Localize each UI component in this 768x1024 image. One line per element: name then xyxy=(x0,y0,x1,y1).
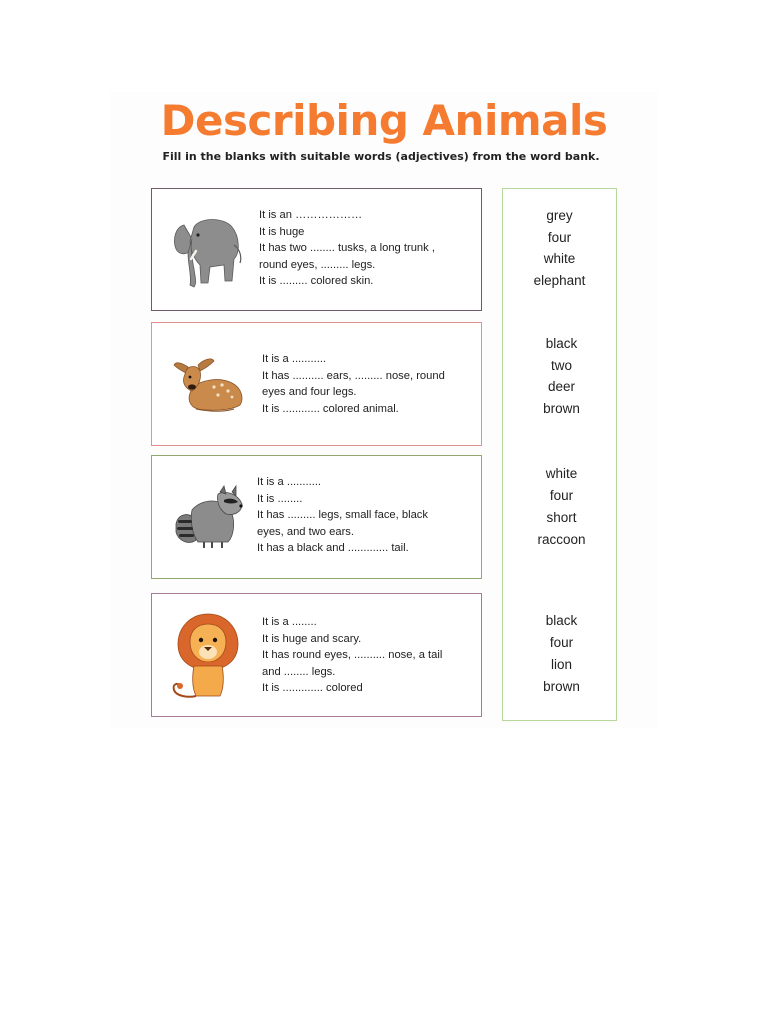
animal-card-lion xyxy=(151,593,482,717)
card-line: eyes and four legs. xyxy=(262,386,357,399)
card-text xyxy=(262,614,442,697)
card-line: It is ............ colored animal. xyxy=(262,402,399,415)
word-bank-item: raccoon xyxy=(537,532,586,547)
word-group-deer xyxy=(505,333,618,419)
card-line: It is an ……………… xyxy=(259,209,363,221)
word-group-raccoon xyxy=(505,463,618,551)
card-line: It is a ........ xyxy=(262,616,317,628)
word-group-elephant xyxy=(503,205,616,291)
lion-icon xyxy=(170,610,246,702)
word-group-lion xyxy=(505,610,618,698)
card-line: It has two ........ tusks, a long trunk , xyxy=(259,242,435,255)
word-bank-item: four xyxy=(549,488,574,503)
word-bank xyxy=(502,188,617,721)
raccoon-icon xyxy=(172,484,248,552)
word-bank-item: two xyxy=(550,357,572,373)
animal-card-deer xyxy=(151,322,482,446)
deer-icon xyxy=(170,353,248,417)
word-bank-item: black xyxy=(545,336,578,351)
word-bank-item: lion xyxy=(550,657,572,672)
card-line: It has a black and ............. tail. xyxy=(257,542,409,555)
word-bank-item: brown xyxy=(543,679,580,694)
card-line: eyes, and two ears. xyxy=(257,525,355,538)
page-title: Describing Animals xyxy=(160,96,608,145)
word-bank-item: elephant xyxy=(533,272,586,288)
card-line: It has round eyes, .......... nose, a tail xyxy=(262,649,443,662)
card-line: and ........ legs. xyxy=(262,665,336,678)
word-bank-item: black xyxy=(545,613,578,628)
word-bank-item: white xyxy=(545,466,578,481)
card-line: It has .......... ears, ......... nose, round xyxy=(262,369,445,382)
word-bank-item: brown xyxy=(543,400,580,416)
card-text xyxy=(257,474,428,557)
word-bank-item: grey xyxy=(546,208,573,223)
card-line: It is ......... colored skin. xyxy=(259,275,374,288)
card-line: It is a ........... xyxy=(262,353,327,365)
card-line: round eyes, ......... legs. xyxy=(259,258,376,271)
animal-card-raccoon xyxy=(151,455,482,579)
elephant-icon xyxy=(170,209,246,291)
word-bank-item: short xyxy=(546,510,577,525)
card-text xyxy=(259,207,435,290)
animal-card-elephant xyxy=(151,188,482,311)
card-line: It is huge xyxy=(259,225,305,238)
card-text xyxy=(262,351,445,417)
card-line: It is a ........... xyxy=(257,476,322,488)
card-line: It is huge and scary. xyxy=(262,632,362,645)
word-bank-item: four xyxy=(549,635,574,650)
word-bank-item: four xyxy=(547,229,572,245)
word-bank-item: deer xyxy=(547,379,576,394)
instructions: Fill in the blanks with suitable words (adjectives) from the word bank. xyxy=(162,150,600,163)
card-line: It is ........ xyxy=(257,492,303,505)
card-line: It has ......... legs, small face, black xyxy=(257,509,428,522)
card-line: It is ............. colored xyxy=(262,682,363,695)
word-bank-item: white xyxy=(543,251,576,266)
